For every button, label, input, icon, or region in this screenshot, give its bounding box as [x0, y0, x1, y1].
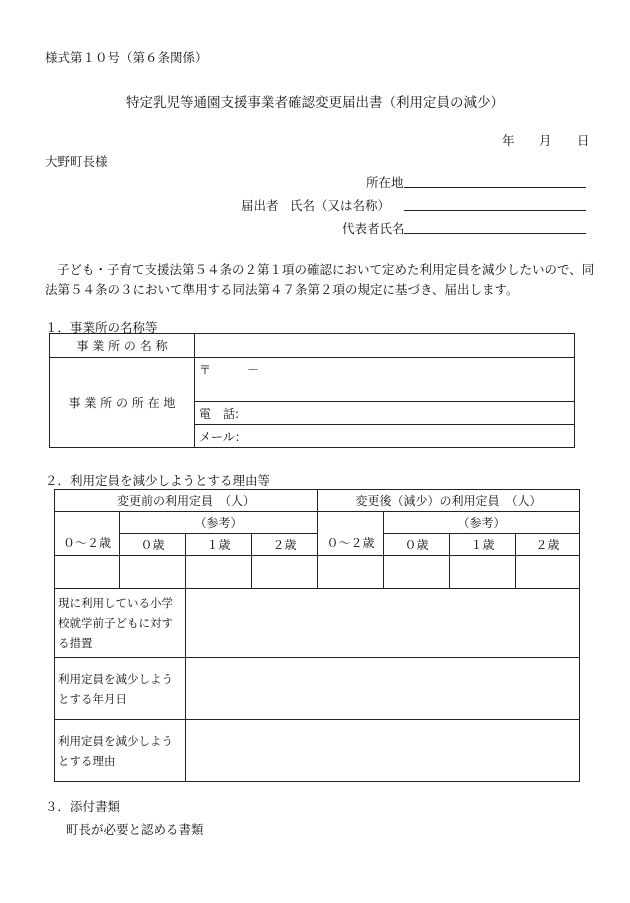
before-age-1: １歳: [186, 534, 252, 556]
date-month: 月: [539, 133, 552, 148]
reduction-date-label: 利用定員を減少しようとする年月日: [55, 658, 186, 720]
facility-name-cell[interactable]: [195, 334, 575, 358]
name-label: 氏名（又は名称）: [290, 198, 391, 213]
date-year: 年: [502, 133, 515, 148]
address-label: 所在地: [366, 175, 404, 190]
facility-location-label: 事 業 所 の 所 在 地: [50, 358, 195, 448]
date-day: 日: [577, 133, 590, 148]
before-age-0: ０歳: [120, 534, 186, 556]
after-capacity-header: 変更後（減少）の利用定員 （人）: [318, 490, 580, 512]
facility-name-label: 事 業 所 の 名 称: [50, 334, 195, 358]
phone-cell[interactable]: 電 話:: [195, 402, 575, 425]
section3-heading: ３．添付書類: [45, 799, 121, 814]
reduction-reason-cell[interactable]: [186, 720, 580, 782]
measures-cell[interactable]: [186, 589, 580, 658]
measures-label: 現に利用している小学校就学前子どもに対する措置: [55, 589, 186, 658]
before-value-2[interactable]: [252, 556, 318, 589]
address-line[interactable]: [404, 173, 586, 188]
after-age-1: １歳: [450, 534, 516, 556]
before-capacity-header: 変更前の利用定員 （人）: [55, 490, 318, 512]
after-value-2[interactable]: [516, 556, 580, 589]
addressee: 大野町長様: [45, 154, 108, 169]
document-title: 特定乳児等通園支援事業者確認変更届出書（利用定員の減少）: [126, 95, 504, 111]
capacity-table: [54, 489, 580, 782]
after-value-0[interactable]: [384, 556, 450, 589]
postal-code-cell[interactable]: 〒 －: [195, 358, 575, 402]
body-line-1: 子ども・子育て支援法第５４条の２第１項の確認において定めた利用定員を減少したいので、同: [57, 262, 595, 277]
before-age-0-2: ０～２歳: [55, 512, 120, 556]
facility-table: [49, 333, 575, 448]
after-value-0-2[interactable]: [318, 556, 384, 589]
after-reference-label: （参考）: [384, 512, 580, 534]
name-line[interactable]: [404, 196, 586, 211]
after-value-1[interactable]: [450, 556, 516, 589]
form-number: 様式第１０号（第６条関係）: [45, 50, 208, 65]
applicant-label: 届出者: [241, 198, 279, 213]
representative-line[interactable]: [404, 219, 586, 234]
section2-heading: ２．利用定員を減少しようとする理由等: [45, 473, 271, 488]
before-reference-label: （参考）: [120, 512, 318, 534]
before-value-0[interactable]: [120, 556, 186, 589]
before-value-0-2[interactable]: [55, 556, 120, 589]
body-line-2: 法第５４条の３において準用する同法第４７条第２項の規定に基づき、届出します。: [45, 282, 519, 297]
reduction-date-cell[interactable]: [186, 658, 580, 720]
before-age-2: ２歳: [252, 534, 318, 556]
email-cell[interactable]: メール：: [195, 425, 575, 448]
after-age-0-2: ０～２歳: [318, 512, 384, 556]
representative-label: 代表者氏名: [342, 221, 405, 236]
reduction-reason-label: 利用定員を減少しようとする理由: [55, 720, 186, 782]
attachment-item: 町長が必要と認める書類: [66, 822, 204, 837]
after-age-0: ０歳: [384, 534, 450, 556]
after-age-2: ２歳: [516, 534, 580, 556]
before-value-1[interactable]: [186, 556, 252, 589]
section1-heading: １．事業所の名称等: [45, 320, 158, 335]
